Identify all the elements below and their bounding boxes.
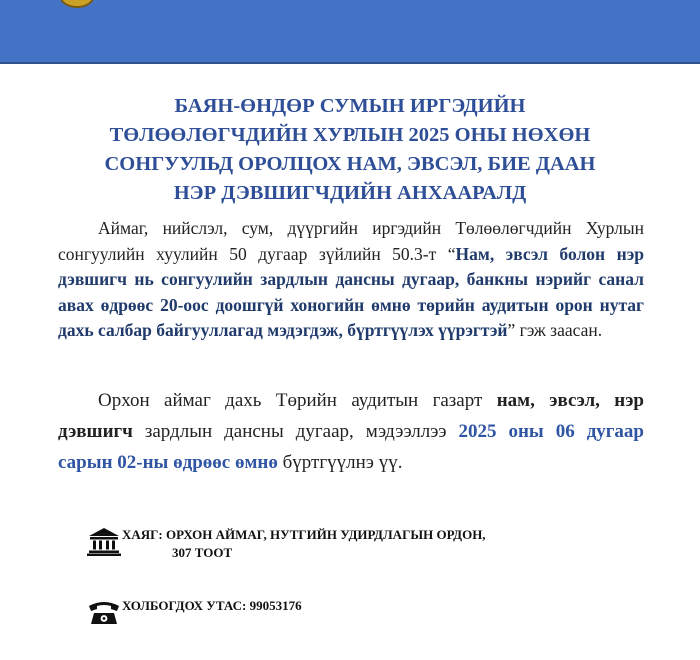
registration-paragraph [58,385,644,478]
law-citation-paragraph [58,216,644,344]
emblem-icon [60,0,94,8]
paragraph2-bold: нам, эвсэл, нэр дэвшигч [58,390,645,442]
address-text [122,526,486,562]
building-icon [86,526,122,556]
notice-title [40,92,660,208]
paragraph2-middle: зардлын дансны дугаар, мэдээллээ [132,421,459,442]
paragraph2-outro: бүртгүүлнэ үү. [277,452,403,473]
paragraph1-quote-part2: -оос доошгүй хоногийн өмнө төрийн аудитын орон нутаг дахь салбар байгууллагад мэдэгдэж, бүртгүүлэх үүрэгтэй [58,294,644,340]
paragraph1-outro: ” гэж заасан. [507,320,603,340]
title-line-4: НЭР ДЭВШИГЧДИЙН АНХААРАЛД [173,182,527,204]
address-line-2: 307 ТООТ [172,545,233,560]
paragraph1-quote-number: 20 [160,294,178,315]
phone-row [86,597,302,627]
address-line-1: ХАЯГ: ОРХОН АЙМАГ, НУТГИЙН УДИРДЛАГЫН ОРДОН, [122,527,486,542]
telephone-icon [86,597,122,627]
title-line-2: ТӨЛӨӨЛӨГЧДИЙН ХУРЛЫН 2025 ОНЫ НӨХӨН [109,124,591,146]
title-line-3: СОНГУУЛЬД ОРОЛЦОХ НАМ, ЭВСЭЛ, БИЕ ДААН [104,153,596,175]
paragraph2-deadline: 2025 оны 06 дугаар сарын 02-ны өдрөөс өмнө [58,421,644,473]
address-row [86,526,486,562]
paragraph2-intro: Орхон аймаг дахь Төрийн аудитын газарт [98,390,497,411]
paragraph1-intro: Аймаг, нийслэл, сум, дүүргийн иргэдийн Төлөөлөгчдийн Хурлын сонгуулийн хуулийн 50 дугаар зүйлийн 50.3-т “ [58,218,644,264]
paragraph1-quote-part1: Нам, эвсэл болон нэр дэвшигч нь сонгуулийн зардлын дансны дугаар, банкны нэрийг санал авах өдрөөс [58,243,644,315]
phone-text: ХОЛБОГДОХ УТАС: 99053176 [122,598,302,613]
top-banner [0,0,700,64]
title-line-1: БАЯН-ӨНДӨР СУМЫН ИРГЭДИЙН [174,95,526,117]
